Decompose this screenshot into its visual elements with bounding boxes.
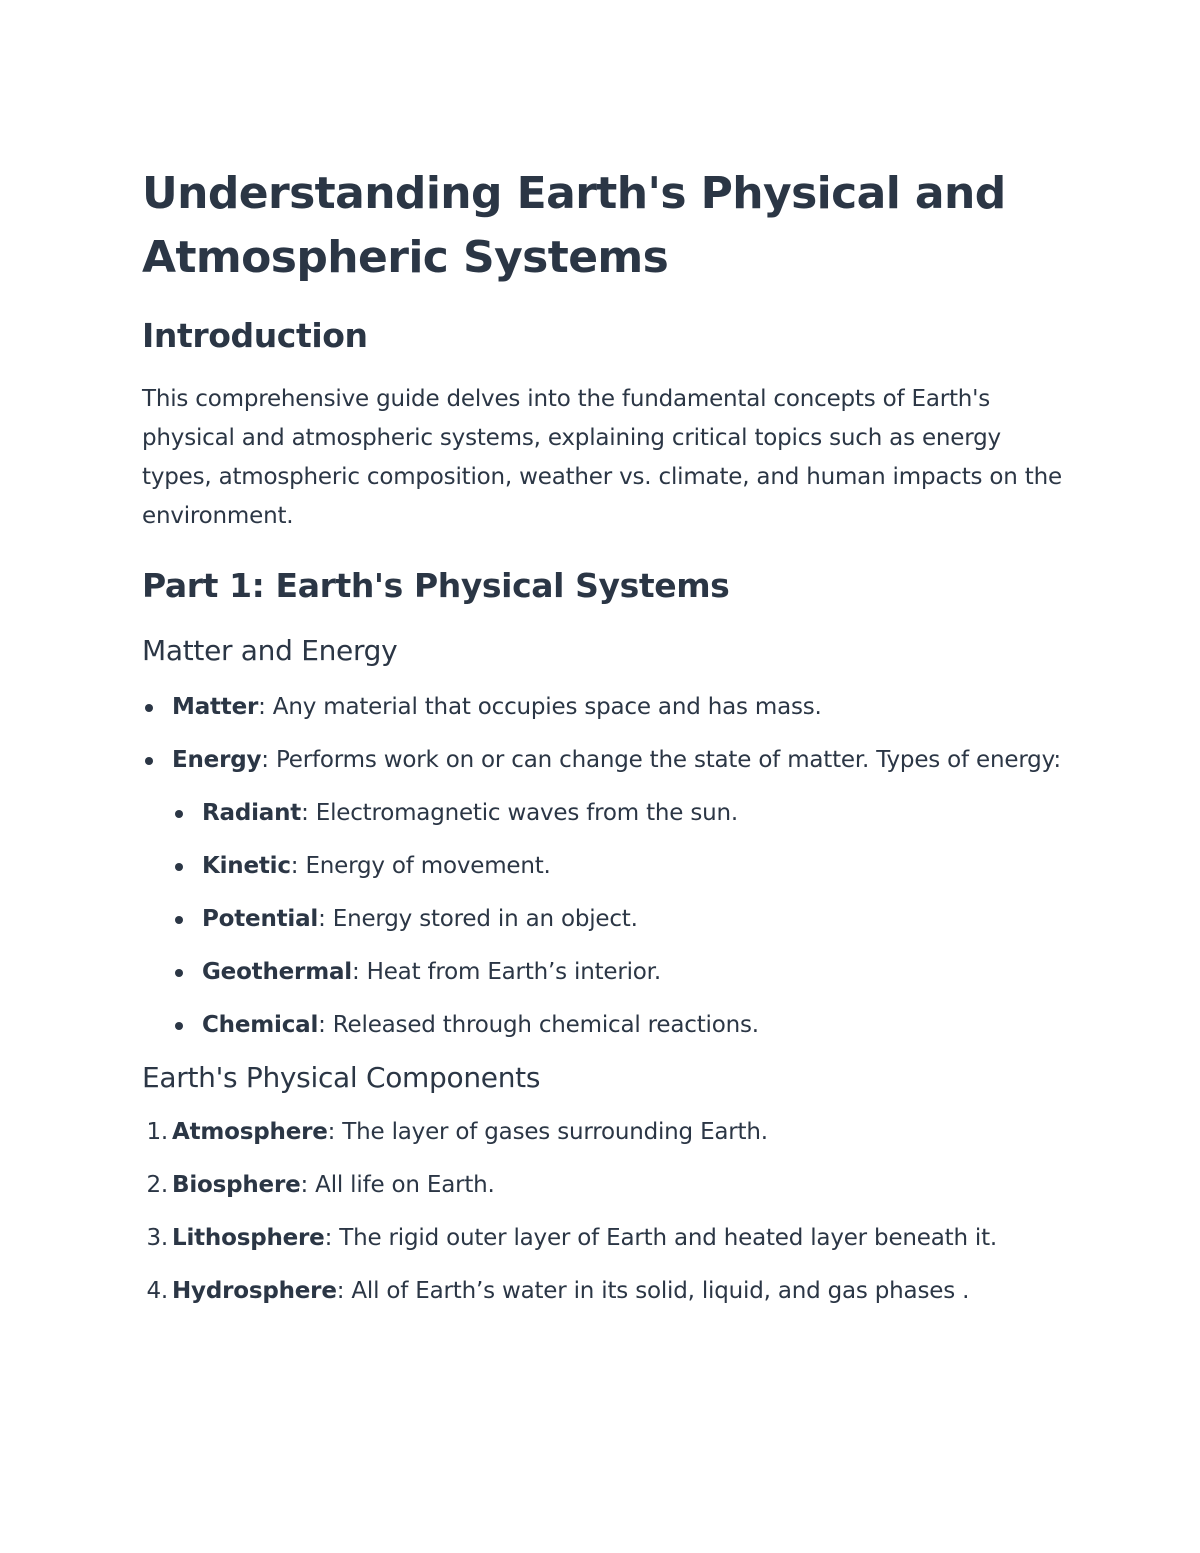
term-energy: Energy [172, 747, 262, 773]
list-number: 2. [146, 1172, 168, 1198]
list-number: 3. [146, 1225, 168, 1251]
components-list [142, 1113, 1072, 1311]
list-item-chemical [172, 1006, 1072, 1045]
desc-chemical: : Released through chemical reactions. [318, 1012, 759, 1038]
term-lithosphere: Lithosphere [172, 1225, 325, 1251]
desc-kinetic: : Energy of movement. [290, 853, 551, 879]
list-number: 1. [146, 1119, 168, 1145]
desc-lithosphere: : The rigid outer layer of Earth and heated layer beneath it. [324, 1225, 998, 1251]
matter-energy-list [142, 688, 1072, 1045]
list-item-geothermal [172, 953, 1072, 992]
desc-geothermal: : Heat from Earth’s interior. [351, 959, 661, 985]
desc-potential: : Energy stored in an object. [318, 906, 638, 932]
term-hydrosphere: Hydrosphere [172, 1278, 337, 1304]
term-chemical: Chemical [202, 1012, 319, 1038]
term-biosphere: Biosphere [172, 1172, 301, 1198]
matter-energy-heading: Matter and Energy [142, 634, 398, 667]
term-geothermal: Geothermal [202, 959, 352, 985]
term-atmosphere: Atmosphere [172, 1119, 328, 1145]
desc-hydrosphere: : All of Earth’s water in its solid, liquid, and gas phases . [336, 1278, 970, 1304]
document-page [142, 162, 1072, 1325]
list-item-biosphere [142, 1166, 1072, 1205]
list-item-hydrosphere [142, 1272, 1072, 1311]
energy-types-list [172, 794, 1072, 1045]
desc-matter: : Any material that occupies space and has mass. [258, 694, 822, 720]
desc-atmosphere: : The layer of gases surrounding Earth. [327, 1119, 768, 1145]
desc-energy: : Performs work on or can change the state of matter. Types of energy: [261, 747, 1061, 773]
list-number: 4. [146, 1278, 168, 1304]
desc-radiant: : Electromagnetic waves from the sun. [301, 800, 738, 826]
list-item-lithosphere [142, 1219, 1072, 1258]
list-item-energy [142, 741, 1072, 1045]
list-item-matter [142, 688, 1072, 727]
document-title: Understanding Earth's Physical and Atmospheric Systems [142, 168, 1006, 283]
list-item-potential [172, 900, 1072, 939]
introduction-text: This comprehensive guide delves into the fundamental concepts of Earth's physical and atmospheric systems, explaining critical topics such as energy types, atmospheric composition, weather vs. climate, and human impacts on the environment. [142, 386, 1062, 529]
introduction-heading: Introduction [142, 316, 368, 355]
list-item-atmosphere [142, 1113, 1072, 1152]
desc-biosphere: : All life on Earth. [300, 1172, 495, 1198]
list-item-radiant [172, 794, 1072, 833]
components-heading: Earth's Physical Components [142, 1061, 541, 1094]
term-matter: Matter [172, 694, 259, 720]
list-item-kinetic [172, 847, 1072, 886]
term-kinetic: Kinetic [202, 853, 291, 879]
term-potential: Potential [202, 906, 319, 932]
term-radiant: Radiant [202, 800, 302, 826]
part1-heading: Part 1: Earth's Physical Systems [142, 566, 730, 605]
